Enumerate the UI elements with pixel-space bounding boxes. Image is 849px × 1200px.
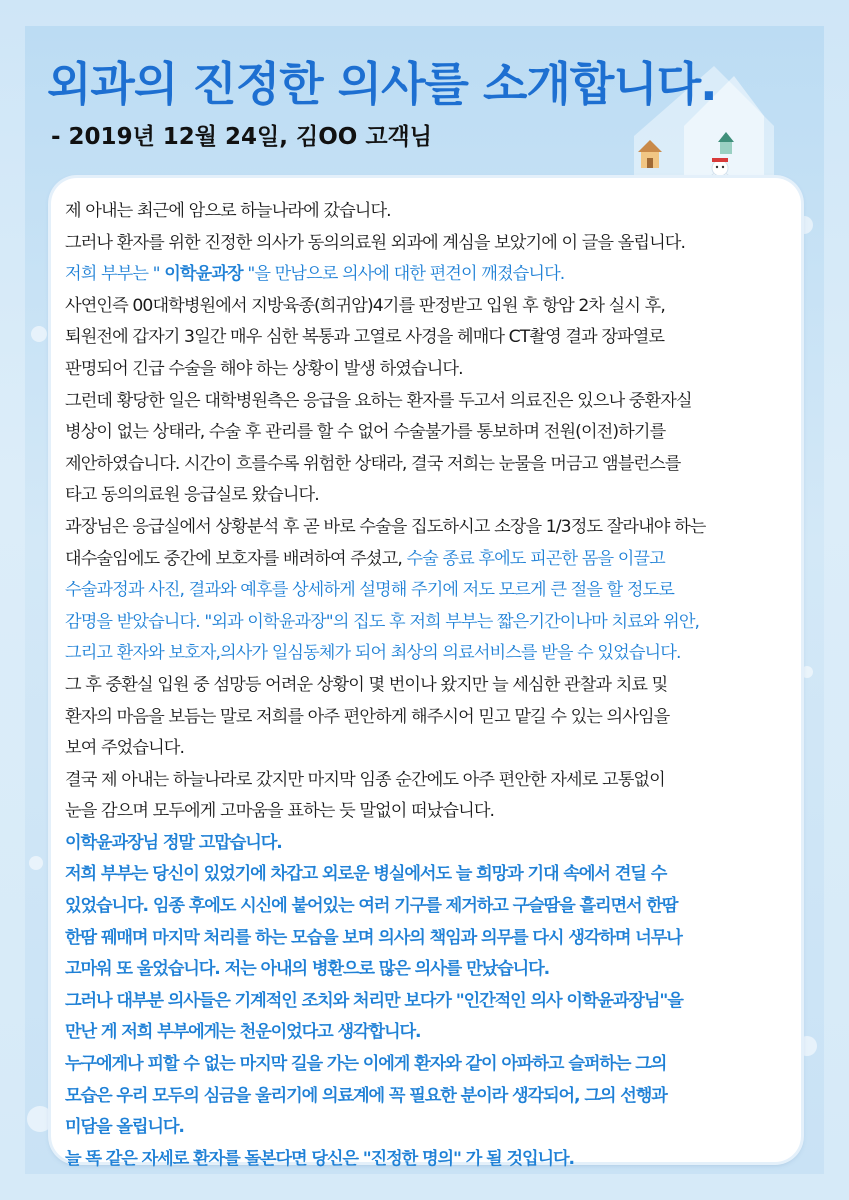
letter-line-bold: 이학윤과장님 정말 고맙습니다. xyxy=(65,832,282,853)
page-subtitle-date-author: - 2019년 12월 24일, 김OO 고객님 xyxy=(51,124,432,150)
letter-line: 타고 동의의료원 응급실로 왔습니다. xyxy=(65,485,319,506)
page-frame xyxy=(25,26,824,1174)
letter-line: 결국 제 아내는 하늘나라로 갔지만 마지막 임종 순간에도 아주 편안한 자세로 고통없이 xyxy=(65,769,665,790)
letter-line-bold: 만난 게 저희 부부에게는 천운이었다고 생각합니다. xyxy=(65,1022,421,1043)
page-title: 외과의 진정한 의사를 소개합니다. xyxy=(47,57,717,111)
letter-line: 퇴원전에 갑자기 3일간 매우 심한 복통과 고열로 사경을 헤매다 CT촬영 결과 장파열로 xyxy=(65,327,665,348)
letter-line: 그러나 환자를 위한 진정한 의사가 동의의료원 외과에 계심을 보았기에 이 글을 올립니다. xyxy=(65,232,686,253)
letter-line-bold: 모습은 우리 모두의 심금을 울리기에 의료계에 꼭 필요한 분이라 생각되어, 그의 선행과 xyxy=(65,1085,667,1106)
letter-line: 보여 주었습니다. xyxy=(65,738,185,759)
letter-text: 대수술임에도 중간에 보호자를 배려하여 주셨고, xyxy=(65,548,407,569)
letter-line-highlight: 수술과정과 사진, 결과와 예후를 상세하게 설명해 주기에 저도 모르게 큰 절을 할 정도로 xyxy=(65,580,674,601)
letter-line: 과장님은 응급실에서 상황분석 후 곧 바로 수술을 집도하시고 소장을 1/3정도 잘라내야 하는 xyxy=(65,516,706,537)
letter-line-highlight xyxy=(65,259,793,291)
letter-line: 사연인즉 00대학병원에서 지방육종(희귀암)4기를 판정받고 입원 후 항암 2차 실시 후, xyxy=(65,295,665,316)
letter-line-bold: 누구에게나 피할 수 없는 마지막 길을 가는 이에게 환자와 같이 아파하고 슬퍼하는 그의 xyxy=(65,1054,667,1075)
decor-bubble xyxy=(27,1106,53,1132)
doctor-name: 이학윤과장 xyxy=(164,264,243,285)
decor-bubble xyxy=(29,856,43,870)
letter-line: 병상이 없는 상태라, 수술 후 관리를 할 수 없어 수술불가를 통보하며 전원(이전)하기를 xyxy=(65,422,666,443)
letter-line: 그 후 중환실 입원 중 섬망등 어려운 상황이 몇 번이나 왔지만 늘 세심한 관찰과 치료 및 xyxy=(65,674,668,695)
letter-text-highlight: 수술 종료 후에도 피곤한 몸을 이끌고 xyxy=(406,548,665,569)
letter-line-mixed xyxy=(65,544,793,576)
letter-line-bold: 저희 부부는 당신이 있었기에 차갑고 외로운 병실에서도 늘 희망과 기대 속에서 견딜 수 xyxy=(65,864,667,885)
letter-line-bold: 미담을 올립니다. xyxy=(65,1117,184,1138)
letter-line: 환자의 마음을 보듬는 말로 저희를 아주 편안하게 해주시어 믿고 맡길 수 있는 의사임을 xyxy=(65,706,670,727)
decor-bubble xyxy=(31,326,47,342)
letter-line-bold: 그러나 대부분 의사들은 기계적인 조치와 처리만 보다가 "인간적인 의사 이학윤과장님"을 xyxy=(65,990,683,1011)
letter-line: 그런데 황당한 일은 대학병원측은 응급을 요하는 환자를 두고서 의료진은 있으나 중환자실 xyxy=(65,390,692,411)
letter-line: 제 아내는 최근에 암으로 하늘나라에 갔습니다. xyxy=(65,201,391,221)
letter-line: 눈을 감으며 모두에게 고마움을 표하는 듯 말없이 떠났습니다. xyxy=(65,801,495,822)
letter-line-bold: 늘 똑 같은 자세로 환자를 돌본다면 당신은 "진정한 명의" 가 될 것입니다. xyxy=(65,1148,574,1169)
letter-line-highlight: 감명을 받았습니다. "외과 이학윤과장"의 집도 후 저희 부부는 짧은기간이나마 치료와 위안, xyxy=(65,611,700,632)
letter-line: 판명되어 긴급 수술을 해야 하는 상황이 발생 하였습니다. xyxy=(65,358,463,379)
letter-text: "을 만남으로 의사에 대한 편견이 깨졌습니다. xyxy=(242,264,565,285)
decor-bubble xyxy=(801,666,813,678)
letter-text: 저희 부부는 " xyxy=(65,264,165,285)
letter-line-bold: 고마워 또 울었습니다. 저는 아내의 병환으로 많은 의사를 만났습니다. xyxy=(65,959,550,980)
letter-line-bold: 한땀 꿰매며 마지막 처리를 하는 모습을 보며 의사의 책임과 의무를 다시 생각하며 너무나 xyxy=(65,927,682,948)
letter-line-highlight: 그리고 환자와 보호자,의사가 일심동체가 되어 최상의 의료서비스를 받을 수 있었습니다. xyxy=(65,643,681,664)
letter-line: 제안하였습니다. 시간이 흐를수록 위험한 상태라, 결국 저희는 눈물을 머금고 앰블런스를 xyxy=(65,453,681,474)
letter-line-bold: 있었습니다. 임종 후에도 시신에 붙어있는 여러 기구를 제거하고 구슬땀을 흘리면서 한땀 xyxy=(65,896,678,917)
letter-card xyxy=(51,178,801,1169)
